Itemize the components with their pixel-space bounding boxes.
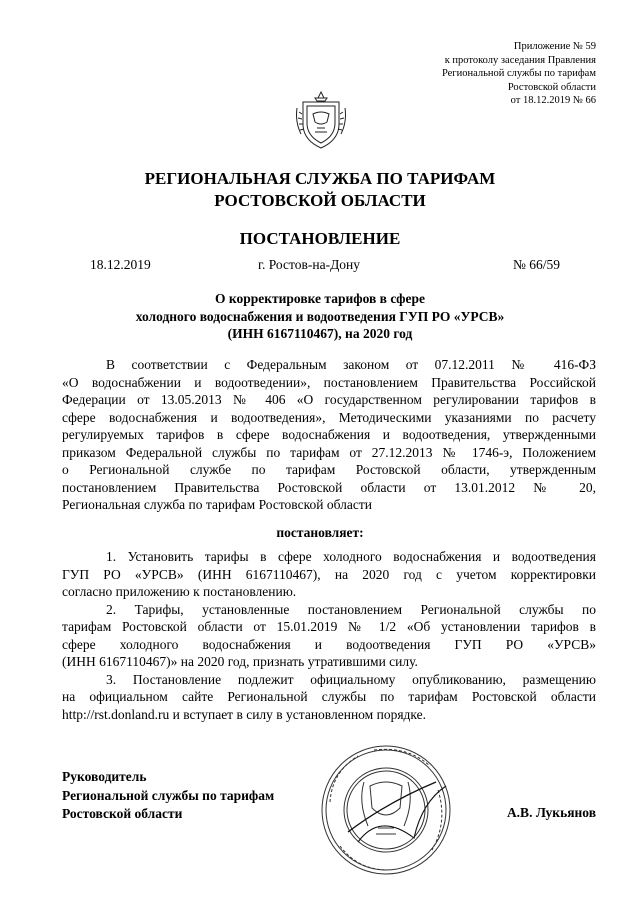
signatory-line: Ростовской области [62,806,183,821]
resolves-heading: постановляет: [276,525,364,540]
appendix-note [396,40,596,108]
text-line: регулируемых тарифов в сфере водоснабжения и водоотведения, утвержденными [62,427,596,442]
appendix-line: Приложение № 59 [513,41,596,52]
text-line: http://rst.donland.ru и вступает в силу в установленном порядке. [62,706,426,722]
organization-title [0,168,640,212]
text-line: тарифам Ростовской области от 15.01.2019 № 1/2 «Об установлении тарифов в [62,619,596,634]
subject-line: (ИНН 6167110467), на 2020 год [227,326,413,341]
text-line: 2. Тарифы, установленные постановлением Региональной службы по [106,601,596,617]
org-line: РЕГИОНАЛЬНАЯ СЛУЖБА ПО ТАРИФАМ [144,169,496,188]
signatory-name: А.В. Лукьянов [506,805,596,820]
preamble-paragraph [62,356,596,514]
text-line: приказом Федеральной службы по тарифам от 27.12.2013 № 1746-э, Положением [62,444,596,460]
text-line: Региональная служба по тарифам Ростовской области [62,497,372,512]
resolution-items [62,548,596,723]
text-line: сфере холодного водоснабжения и водоотведения ГУП РО «УРСВ» [62,636,596,652]
document-subject [0,290,640,343]
signatory-line: Региональной службы по тарифам [62,787,275,803]
text-line: Федерации от 13.05.2013 № 406 «О государственном регулировании тарифов в [62,392,596,407]
subject-line: холодного водоснабжения и водоотведения ГУП РО «УРСВ» [135,308,505,324]
document-type: ПОСТАНОВЛЕНИЕ [239,229,401,248]
org-line: РОСТОВСКОЙ ОБЛАСТИ [214,191,426,210]
text-line: о Региональной службе по тарифам Ростовской области, утвержденным [62,462,596,477]
text-line: 1. Установить тарифы в сфере холодного водоснабжения и водоотведения [106,549,596,564]
official-seal-icon [318,742,454,878]
text-line: В соответствии с Федеральным законом от 07.12.2011 № 416-ФЗ [106,357,596,372]
text-line: (ИНН 6167110467)» на 2020 год, признать утратившими силу. [62,654,418,669]
text-line: ГУП РО «УРСВ» (ИНН 6167110467), на 2020 год с учетом корректировки [62,566,596,582]
signatory-position [62,768,274,824]
text-line: 3. Постановление подлежит официальному опубликованию, размещению [106,671,596,687]
document-date: 18.12.2019 [90,257,151,272]
text-line: согласно приложению к постановлению. [62,584,297,599]
document-number: № 66/59 [512,257,560,272]
document-meta [90,257,560,275]
text-line: на официальном сайте Региональной службы по тарифам Ростовской области [62,689,596,704]
appendix-line: Региональной службы по тарифам [441,68,596,79]
subject-line: О корректировке тарифов в сфере [214,291,425,306]
appendix-line: к протоколу заседания Правления [444,54,596,66]
signatory-line: Руководитель [62,769,147,784]
appendix-line: от 18.12.2019 № 66 [510,95,596,106]
text-line: «О водоснабжении и водоотведении», постановлением Правительства Российской [62,374,596,390]
document-city: г. Ростов-на-Дону [258,257,361,272]
appendix-line: Ростовской области [507,81,596,93]
coat-of-arms-icon [293,88,349,152]
text-line: сфере водоснабжения и водоотведения», Методическими указаниями по расчету [62,409,596,425]
text-line: постановлением Правительства Ростовской области от 13.01.2012 № 20, [62,479,596,495]
